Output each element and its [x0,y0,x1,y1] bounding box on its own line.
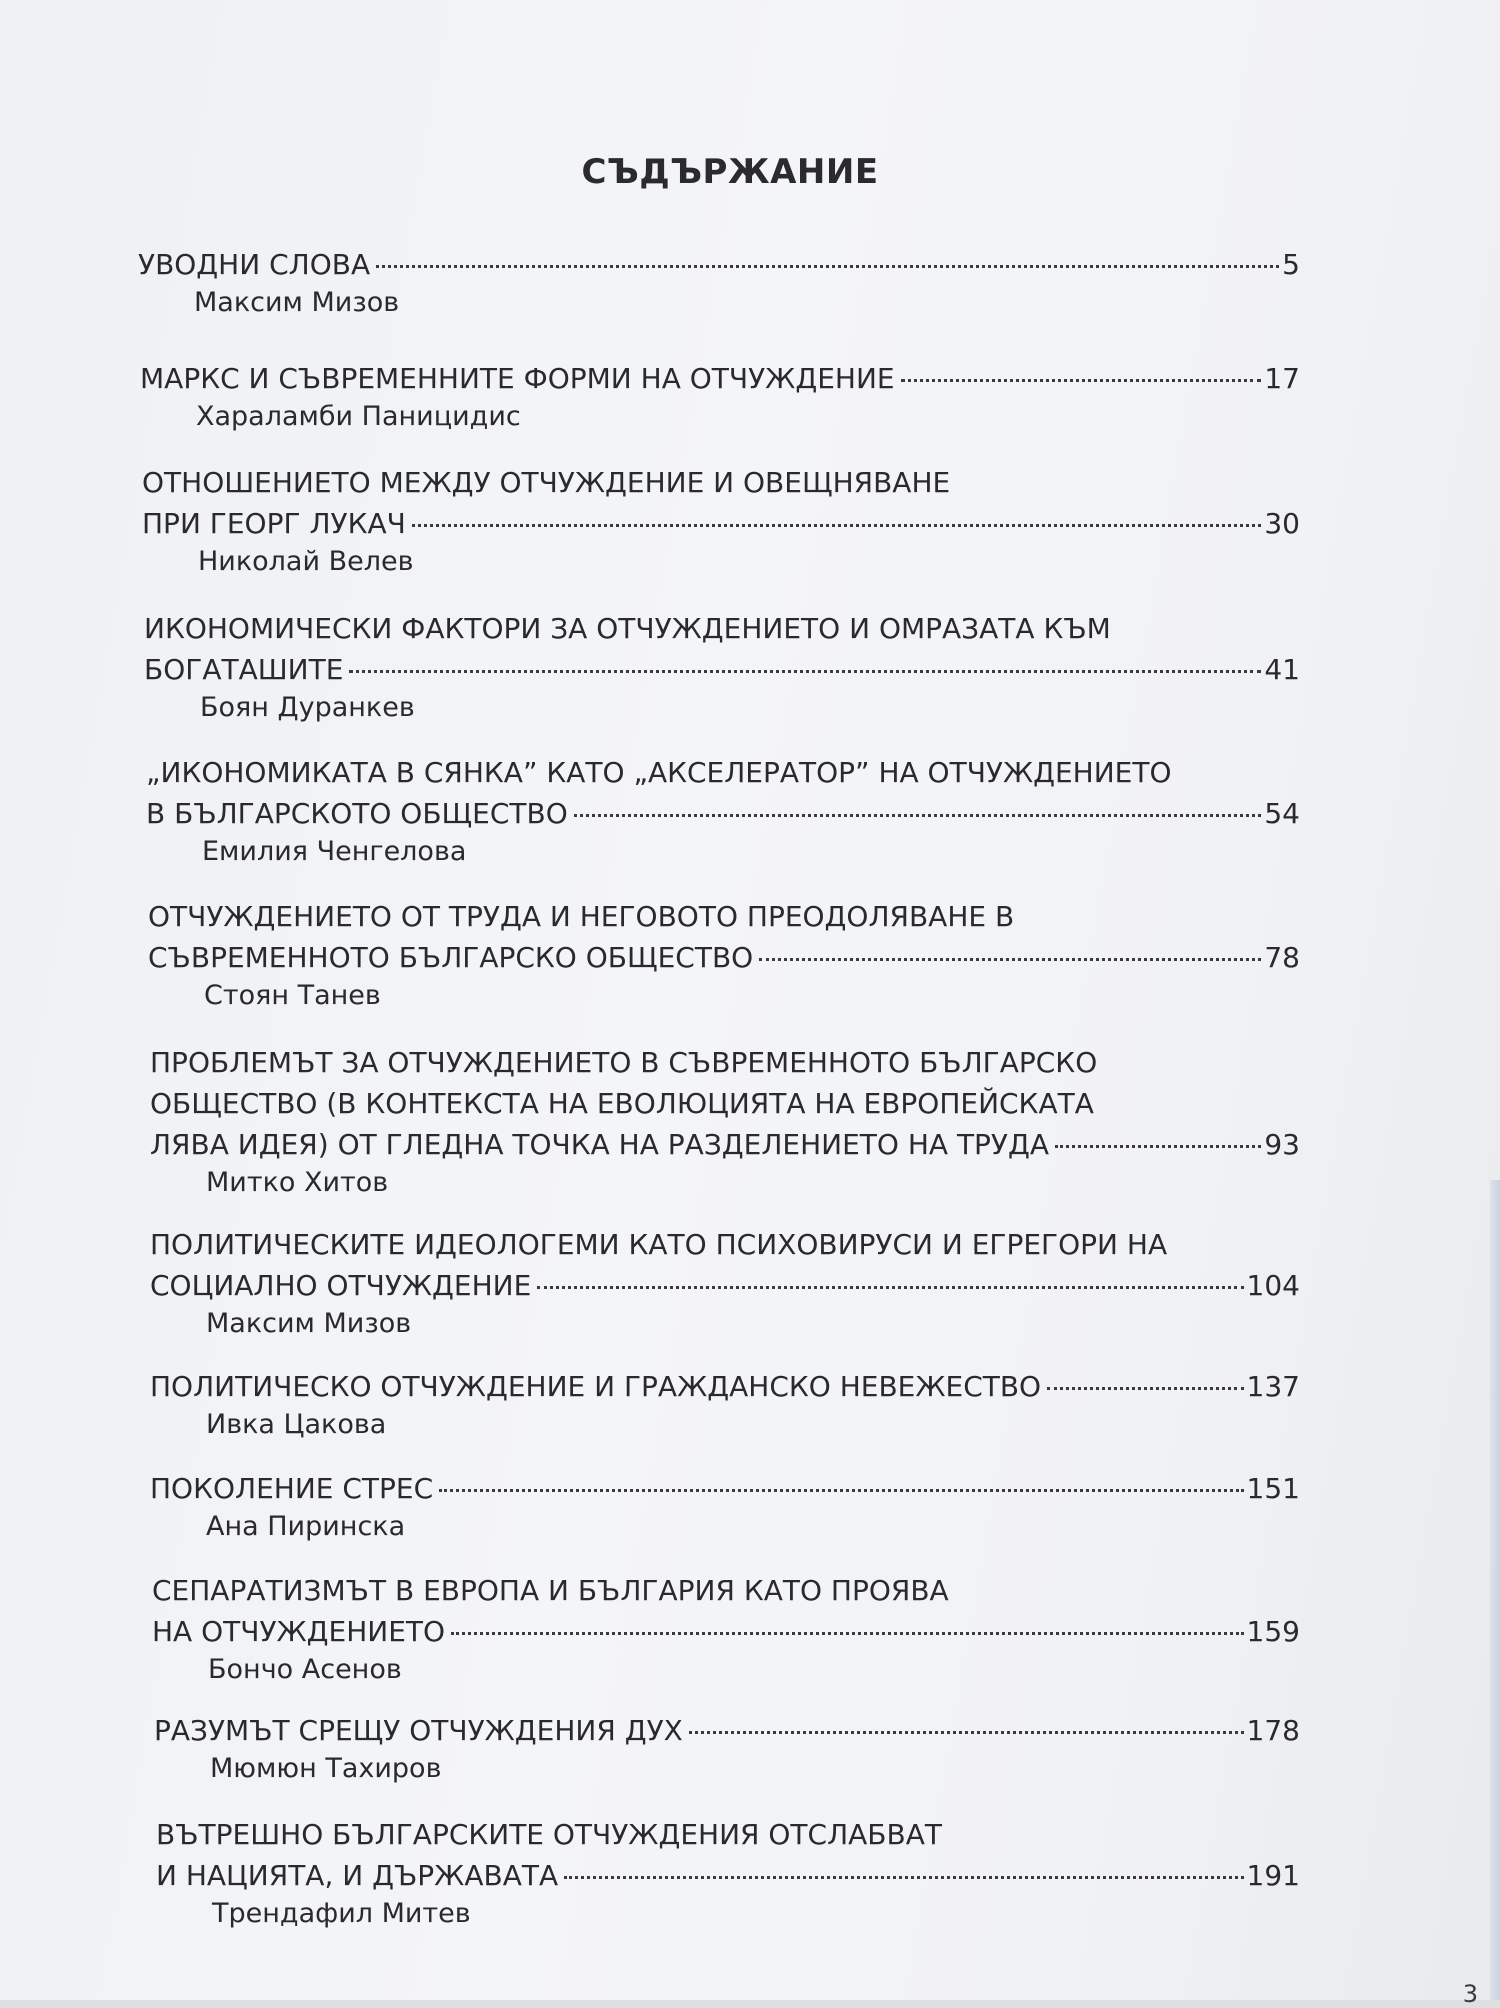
dot-leader [451,1632,1243,1635]
toc-page-number: 104 [1246,1269,1300,1302]
toc-entry-line [146,756,1300,797]
toc-entry-line [152,1615,1300,1656]
page-number-footer: 3 [1462,1980,1478,2008]
toc-entry-line [150,1087,1300,1128]
toc-entry-line [148,941,1300,982]
toc-entry-line [150,1128,1300,1169]
toc-page-number: 30 [1264,507,1300,540]
toc-entry-line [150,1269,1300,1310]
toc-page-number: 191 [1246,1859,1300,1892]
toc-entry-author: Максим Мизов [194,287,400,318]
toc-entry [150,1370,1300,1447]
toc-entry-title: ОБЩЕСТВО (В КОНТЕКСТА НА ЕВОЛЮЦИЯТА НА ЕВРОПЕЙСКАТА [150,1087,1094,1120]
toc-entry-line [150,1370,1300,1411]
toc-page-number: 93 [1264,1128,1300,1161]
toc-entry-title: СОЦИАЛНО ОТЧУЖДЕНИЕ [150,1269,532,1302]
toc-entry-line [146,797,1300,838]
toc-entry-title: РАЗУМЪТ СРЕЩУ ОТЧУЖДЕНИЯ ДУХ [154,1714,683,1747]
toc-page-number: 54 [1264,797,1300,830]
dot-leader [412,524,1262,527]
toc-entry-line [156,1859,1300,1900]
toc-entry-title: БОГАТАШИТЕ [144,653,344,686]
toc-entry-author: Трендафил Митев [212,1898,471,1929]
dot-leader [349,670,1261,673]
dot-leader [376,265,1279,268]
toc-entry-author: Емилия Ченгелова [202,836,467,867]
dot-leader [574,814,1262,817]
toc-entry-title: ЛЯВА ИДЕЯ) ОТ ГЛЕДНА ТОЧКА НА РАЗДЕЛЕНИЕТО НА ТРУДА [150,1128,1050,1161]
toc-entry [150,1046,1300,1205]
toc-entry-title: СЕПАРАТИЗМЪТ В ЕВРОПА И БЪЛГАРИЯ КАТО ПРОЯВА [152,1574,949,1607]
dot-leader [1047,1387,1243,1390]
dot-leader [1055,1145,1261,1148]
dot-leader [537,1286,1243,1289]
toc-entry-line [138,248,1300,289]
toc-entry-line [140,362,1300,403]
toc-entry-title: ПРИ ГЕОРГ ЛУКАЧ [142,507,406,540]
toc-entry [138,248,1300,325]
toc-entry [148,900,1300,1018]
toc-entry-line [142,507,1300,548]
toc-entry-line [148,900,1300,941]
toc-entry-line [142,466,1300,507]
toc-entry-title: ОТЧУЖДЕНИЕТО ОТ ТРУДА И НЕГОВОТО ПРЕОДОЛЯВАНЕ В [148,900,1015,933]
toc-entry-title: ПРОБЛЕМЪТ ЗА ОТЧУЖДЕНИЕТО В СЪВРЕМЕННОТО БЪЛГАРСКО [150,1046,1098,1079]
toc-entry [154,1714,1300,1791]
toc-entry-line [150,1228,1300,1269]
toc-entry-line [144,653,1300,694]
toc-page-number: 151 [1246,1472,1300,1505]
toc-page-number: 159 [1246,1615,1300,1648]
toc-entry-title: ПОЛИТИЧЕСКО ОТЧУЖДЕНИЕ И ГРАЖДАНСКО НЕВЕЖЕСТВО [150,1370,1042,1403]
toc-entry-title: СЪВРЕМЕННОТО БЪЛГАРСКО ОБЩЕСТВО [148,941,754,974]
dot-leader [759,958,1261,961]
toc-entry [152,1574,1300,1692]
toc-entry-title: ПОКОЛЕНИЕ СТРЕС [150,1472,434,1505]
toc-entry-title: НА ОТЧУЖДЕНИЕТО [152,1615,446,1648]
toc-entry-title: ВЪТРЕШНО БЪЛГАРСКИТЕ ОТЧУЖДЕНИЯ ОТСЛАБВАТ [156,1818,942,1851]
toc-entry-title: И НАЦИЯТА, И ДЪРЖАВАТА [156,1859,559,1892]
toc-page-number: 41 [1264,653,1300,686]
toc-entry-author: Стоян Танев [204,980,381,1011]
toc-entry-author: Ивка Цакова [206,1409,387,1440]
toc-page-number: 137 [1246,1370,1300,1403]
toc-entry [150,1228,1300,1346]
toc-entry-author: Митко Хитов [206,1167,389,1198]
toc-entry-title: „ИКОНОМИКАТА В СЯНКА” КАТО „АКСЕЛЕРАТОР” НА ОТЧУЖДЕНИЕТО [146,756,1172,789]
dot-leader [901,379,1262,382]
toc-page-number: 178 [1246,1714,1300,1747]
toc-page-number: 78 [1264,941,1300,974]
toc-entry [156,1818,1300,1936]
toc-entry-line [144,612,1300,653]
toc-entry-line [152,1574,1300,1615]
toc-entry-title: В БЪЛГАРСКОТО ОБЩЕСТВО [146,797,568,830]
dot-leader [564,1876,1243,1879]
toc-entry-author: Боян Дуранкев [200,692,415,723]
toc-entry [142,466,1300,584]
toc-entry [150,1472,1300,1549]
toc-entry [140,362,1300,439]
toc-entry-author: Бончо Асенов [208,1654,402,1685]
toc-entry [146,756,1300,874]
toc-page-number: 17 [1264,362,1300,395]
dot-leader [439,1489,1243,1492]
toc-entry-line [150,1046,1300,1087]
toc-entry-title: МАРКС И СЪВРЕМЕННИТЕ ФОРМИ НА ОТЧУЖДЕНИЕ [140,362,895,395]
toc-entry-title: УВОДНИ СЛОВА [138,248,371,281]
toc-entry-author: Максим Мизов [206,1308,412,1339]
toc-entry-author: Мюмюн Тахиров [210,1753,442,1784]
toc-entry-line [156,1818,1300,1859]
toc-entry-author: Ана Пиринска [206,1511,406,1542]
toc-entry-line [150,1472,1300,1513]
toc-entry-author: Николай Велев [198,546,414,577]
toc-entry-title: ИКОНОМИЧЕСКИ ФАКТОРИ ЗА ОТЧУЖДЕНИЕТО И ОМРАЗАТА КЪМ [144,612,1111,645]
toc-entry-title: ПОЛИТИЧЕСКИТЕ ИДЕОЛОГЕМИ КАТО ПСИХОВИРУСИ И ЕГРЕГОРИ НА [150,1228,1168,1261]
toc-entry-author: Хараламби Паницидис [196,401,521,432]
page-title: СЪДЪРЖАНИЕ [581,152,879,192]
toc-page-number: 5 [1282,248,1300,281]
dot-leader [689,1731,1244,1734]
toc-entry-title: ОТНОШЕНИЕТО МЕЖДУ ОТЧУЖДЕНИЕ И ОВЕЩНЯВАНЕ [142,466,951,499]
toc-entry [144,612,1300,730]
toc-entry-line [154,1714,1300,1755]
